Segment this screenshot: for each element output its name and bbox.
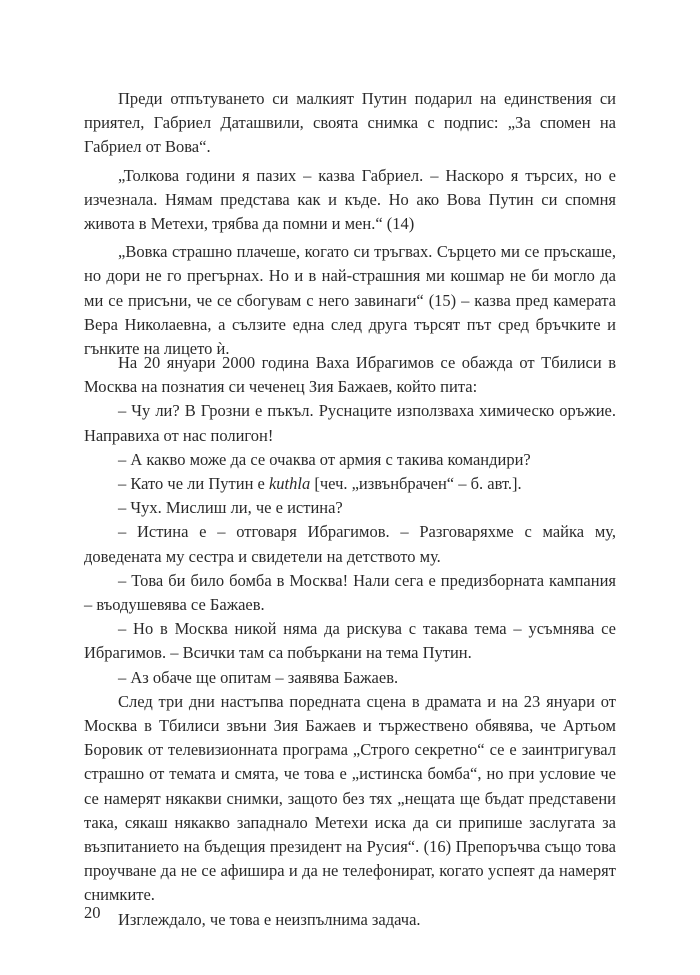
dialogue-text: [чеч. „извънбрачен“ – б. авт.]. <box>310 474 522 494</box>
paragraph: На 20 януари 2000 година Ваха Ибрагимов се обажда от Тбилиси в Москва на познатия си чеченец Зия Бажаев, който пита: <box>84 353 616 397</box>
dialogue-line <box>84 472 616 496</box>
dialogue-text: – Като че ли Путин е <box>118 474 269 494</box>
page-number: 20 <box>84 903 101 922</box>
paragraph: Преди отпътуването си малкият Путин подарил на единствения си приятел, Габриел Даташвили, своята снимка с подпис: „За спомен на Габриел от Вова“. <box>84 89 616 157</box>
section-putin-childhood <box>84 87 616 361</box>
dialogue-line: – Истина е – отговаря Ибрагимов. – Разговаряхме с майка му, доведената му сестра и свидетели на детството му. <box>84 522 616 566</box>
dialogue-line: – Чух. Мислиш ли, че е истина? <box>118 498 343 518</box>
dialogue-line: – Чу ли? В Грозни е пъкъл. Руснаците използваха химическо оръжие. Направиха от нас полигон! <box>84 401 616 445</box>
dialogue-line: – Това би било бомба в Москва! Нали сега е предизборната кампания – въодушевява се Бажаев. <box>84 570 616 615</box>
foreign-word: kuthla <box>268 474 311 494</box>
dialogue-line: – Аз обаче ще опитам – заявява Бажаев. <box>118 667 399 687</box>
dialogue-line: – Но в Москва никой няма да рискува с такава тема – усъмнява се Ибрагимов. – Всички там са побъркани на тема Путин. <box>84 619 616 663</box>
paragraph: „Толкова години я пазих – казва Габриел. – Наскоро я търсих, но е изчезнала. Нямам представа как и къде. Но ако Вова Путин си спомня живота в Метехи, трябва да помни и мен.“ (14) <box>84 165 616 234</box>
paragraph: Изглеждало, че това е неизпълнима задача. <box>118 909 421 929</box>
section-phone-call <box>84 351 616 932</box>
dialogue-line: – А какво може да се очаква от армия с такива командири? <box>118 449 531 469</box>
paragraph: След три дни настъпва поредната сцена в драмата и на 23 януари от Москва в Тбилиси звъни Зия Бажаев и тържествено обявява, че Артьом Боровик от телевизионната програма „Строго секретно“ се е заинтригувал страшно от темата и смята, че това е „истинска бомба“, но при условие че се намерят някакви снимки, защото без тях „нещата ще бъдат представени така, сякаш някакво западнало Метехи иска да си припише заслугата за възпитанието на бъдещия президент на Русия“. (16) Препоръчва също това проучване да не се афишира и да не телефонират, когато успеят да намерят снимките. <box>84 691 616 905</box>
paragraph: „Вовка страшно плачеше, когато си тръгвах. Сърцето ми се пръскаше, но дори не го прегърнах. Но и в най-страшния ми кошмар не би могло да ми се присъни, че се сбогувам с него завинаги“ (15) – казва пред камерата Вера Николаевна, а сълзите една след друга търсят път сред бръчките и гънките на лицето ѝ. <box>84 242 616 359</box>
